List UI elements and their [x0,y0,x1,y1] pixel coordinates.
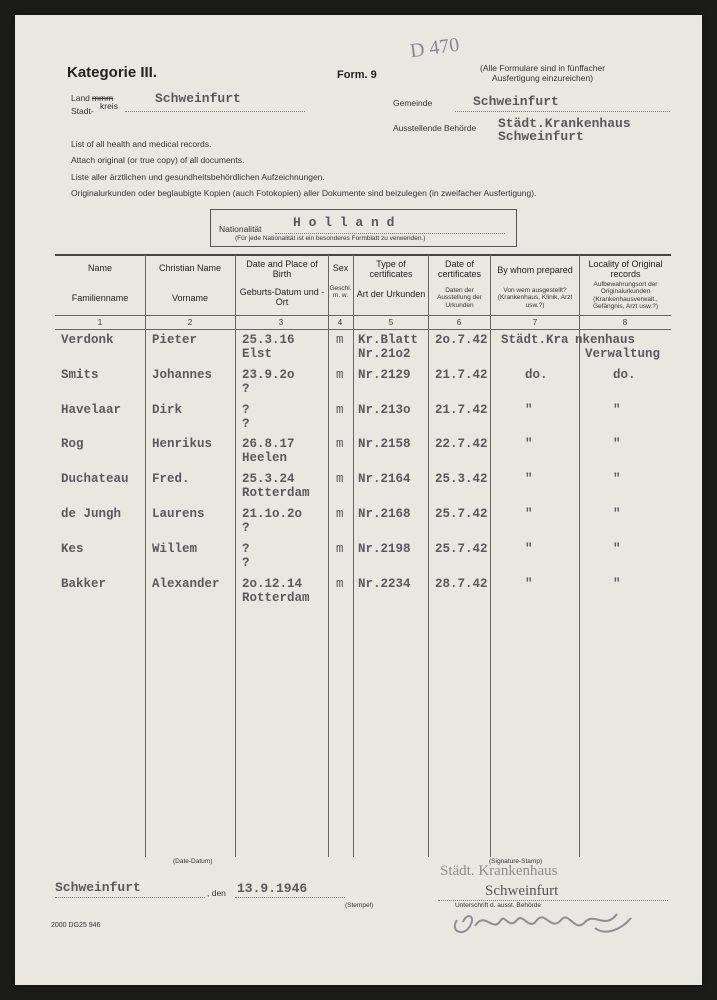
col-name-de: Familienname [71,293,129,303]
cell-type1: Nr.213o [358,402,411,417]
cell-type1: Nr.2168 [358,507,411,521]
cell-birth2: Elst [242,347,273,361]
cell-birth1: 23.9.2o [242,367,295,382]
cell-loc1: do. [613,367,636,382]
col-num: 8 [622,318,628,327]
cell-name: Verdonk [61,333,114,347]
cell-birth2: ? [242,381,250,396]
cell-birth1: 25.3.16 [242,333,295,347]
cell-date: 25.7.42 [435,507,488,521]
nationality-box [210,209,517,247]
cell-first: Laurens [152,507,205,521]
col-birth-en: Date and Place of Birth [246,259,318,280]
cell-type1: Nr.2158 [358,437,411,452]
cell-birth2: ? [242,416,250,431]
cell-by: " [525,437,533,452]
cell-name: Bakker [61,576,107,591]
cell-type1: Nr.2129 [358,367,411,382]
cell-sex: m [336,333,344,347]
cell-type1: Nr.2234 [358,576,411,591]
col-type-de: Art der Urkunden [356,289,426,299]
col-christian-en: Christian Name [158,263,222,273]
gemeinde-value: Schweinfurt [473,94,559,109]
stempel-label: (Stempel) [345,902,374,909]
cell-sex: m [336,402,344,417]
cell-name: Havelaar [61,402,122,417]
cell-date: 2o.7.42 [435,333,488,347]
cell-first: Alexander [152,576,220,591]
cell-date: 21.7.42 [435,402,488,417]
kategorie-title: Kategorie III. [67,64,158,81]
cell-birth1: 26.8.17 [242,437,295,452]
cell-sex: m [336,541,344,556]
cell-name: Rog [61,437,84,452]
col-name-en: Name [87,263,112,273]
kreis-value: Schweinfurt [155,91,241,106]
cell-sex: m [336,367,344,382]
cell-first: Pieter [152,333,198,347]
cell-birth2: Rotterdam [242,486,310,501]
cell-birth1: ? [242,402,250,417]
cell-first: Henrikus [152,437,213,452]
instruction-4: Originalurkunden oder beglaubigte Kopien (auch Fotokopien) aller Dokumente sind beizulegen (in zweifacher Ausfertigung). [71,188,537,198]
stadt-label: Stadt- [71,106,94,116]
cell-loc2: Verwaltung [585,347,661,361]
handwritten-mark: D 470 [408,33,461,63]
cell-loc1: " [613,472,621,487]
submission-note: (Alle Formulare sind in fünffacher Ausfertigung einzureichen) [480,63,606,83]
footer-date: 13.9.1946 [237,881,308,896]
instruction-1: List of all health and medical records. [71,139,212,149]
col-birth-de: Geburts-Datum und -Ort [239,287,325,308]
col-num: 5 [388,318,394,327]
cell-date: 25.7.42 [435,541,488,556]
behoerde-value-1: Städt.Krankenhaus [498,116,631,131]
cell-date: 22.7.42 [435,437,488,452]
col-locality-de: Aufbewahrungsort der Originalurkunden (Krankenhausverwalt., Gefängnis, Arzt usw.?) [592,281,659,311]
cell-birth2: Heelen [242,451,288,466]
cell-name: Smits [61,367,99,382]
col-num: 7 [532,318,538,327]
cell-name: Duchateau [61,472,129,487]
nationality-note: (Für jede Nationalität ist ein besonderes Formblatt zu verwenden.) [235,235,426,242]
col-num: 6 [456,318,462,327]
col-byprepared-de: Von wem ausgestellt? (Krankenhaus, Klinik, Arzt usw.?) [497,287,573,309]
col-sex-de: Geschl. m. w. [329,285,352,300]
land-label: Land mmm [71,93,114,103]
cell-loc1: " [613,507,621,521]
date-label: (Date-Datum) [173,858,213,865]
cell-by: " [525,576,533,591]
cell-sex: m [336,507,344,521]
col-locality-en: Locality of Original records [588,259,663,280]
cell-first: Fred. [152,472,190,487]
nationality-value: H o l l a n d [293,215,395,230]
col-christian-de: Vorname [171,293,209,303]
cell-type2: Nr.21o2 [358,347,411,361]
cell-by: Städt.Kra [501,333,569,347]
nationality-label: Nationalität [219,224,262,234]
col-num: 3 [278,318,284,327]
signature-stamp-label: (Signature-Stamp) [489,858,543,865]
cell-name: de Jungh [61,507,122,521]
col-sex-en: Sex [332,263,349,273]
cell-first: Johannes [152,367,213,382]
cell-by: do. [525,367,548,382]
cell-loc1: " [613,437,621,452]
col-byprepared-en: By whom prepared [497,265,573,275]
cell-type1: Kr.Blatt [358,333,419,347]
instruction-2: Attach original (or true copy) of all documents. [71,155,245,165]
cell-loc1: " [613,402,621,417]
gemeinde-label: Gemeinde [393,98,433,108]
cell-birth1: 21.1o.2o [242,507,303,521]
footer-den: , den [207,888,226,898]
cell-loc1: " [613,541,621,556]
handwritten-signature [445,890,645,945]
cell-by: " [525,402,533,417]
instruction-3: Liste aller ärztlichen und gesundheitsbehördlichen Aufzeichnungen. [71,172,325,182]
col-type-en: Type of certificates [369,259,413,280]
cell-birth1: 2o.12.14 [242,576,303,591]
cell-birth1: ? [242,541,250,556]
cell-sex: m [336,437,344,452]
col-num: 4 [337,318,343,327]
cell-by: " [525,507,533,521]
col-num: 1 [97,318,103,327]
cell-first: Dirk [152,402,183,417]
cell-type1: Nr.2164 [358,472,411,487]
cell-date: 28.7.42 [435,576,488,591]
signature-caption: Unterschrift d. ausst. Behörde [455,902,541,909]
cell-by: " [525,541,533,556]
cell-birth1: 25.3.24 [242,472,295,487]
kreis-label: kreis [100,101,118,111]
cell-name: Kes [61,541,84,556]
cell-date: 21.7.42 [435,367,488,382]
col-date-de: Daten der Ausstellung der Urkunden [437,287,482,309]
cell-birth2: ? [242,555,250,570]
cell-birth2: Rotterdam [242,590,310,605]
cell-by: " [525,472,533,487]
footer-place: Schweinfurt [55,880,141,895]
form-sheet [15,15,702,985]
behoerde-value-2: Schweinfurt [498,129,584,144]
behoerde-label: Ausstellende Behörde [393,123,477,133]
stamp-line-2: Schweinfurt [485,883,559,899]
col-num: 2 [187,318,193,327]
cell-loc1: nkenhaus [575,333,636,347]
cell-loc1: " [613,576,621,591]
cell-sex: m [336,576,344,591]
form-number: Form. 9 [337,69,377,81]
print-code: 2000 DG25 946 [51,922,101,929]
stamp-line-1: Städt. Krankenhaus [440,863,558,879]
cell-sex: m [336,472,344,487]
cell-birth2: ? [242,521,250,535]
cell-date: 25.3.42 [435,472,488,487]
col-date-en: Date of certificates [437,259,481,280]
cell-first: Willem [152,541,198,556]
cell-type1: Nr.2198 [358,541,411,556]
